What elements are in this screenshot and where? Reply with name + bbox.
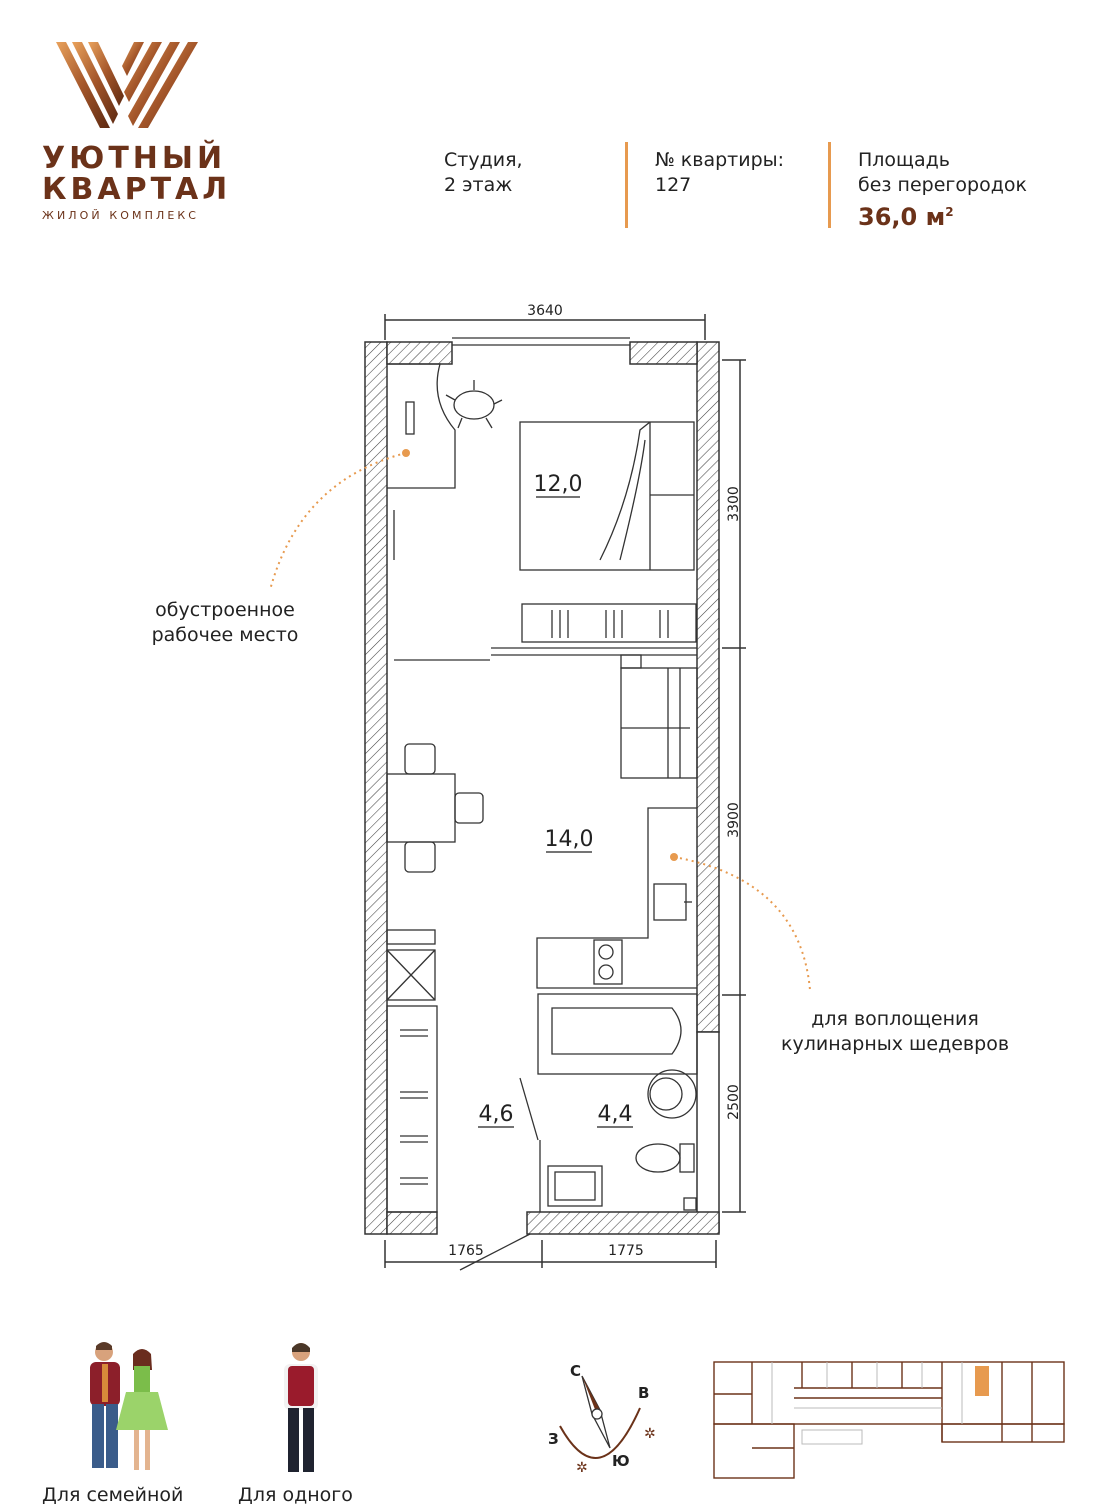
area-label-2: без перегородок: [858, 174, 1027, 196]
compass-east: В: [638, 1384, 650, 1402]
type-line-2: 2 этаж: [444, 174, 513, 196]
wall-bottom-left: [387, 1212, 437, 1234]
room-bedroom-area: 12,0: [533, 472, 583, 497]
apt-number: 127: [655, 174, 692, 196]
floor-plan: [0, 290, 1102, 1290]
wall-top-left: [387, 342, 452, 364]
apartment-location-marker: [975, 1366, 989, 1396]
dim-top: 3640: [527, 303, 563, 319]
dim-bottom-right: 1775: [608, 1243, 644, 1259]
wardrobe: [491, 604, 697, 655]
brand-name: [42, 143, 231, 205]
callout-workplace: [120, 598, 330, 648]
brand-line-1: УЮТНЫЙ: [42, 141, 227, 176]
compass: [540, 1358, 670, 1478]
apt-label: № квартиры:: [655, 149, 785, 171]
dim-right-2: 3900: [726, 802, 742, 838]
callout-workplace-line-2: рабочее место: [151, 624, 299, 646]
room-living-area: 14,0: [544, 827, 594, 852]
type-line-1: Студия,: [444, 149, 523, 171]
dim-right-1: 3300: [726, 486, 742, 522]
brand-line-2: КВАРТАЛ: [42, 172, 232, 207]
callout-curves: [270, 453, 810, 990]
area-label-1: Площадь: [858, 149, 950, 171]
kitchen: [387, 808, 697, 1000]
sofa: [621, 655, 697, 778]
brand-subtitle: ЖИЛОЙ КОМПЛЕКС: [42, 209, 200, 222]
callout-kitchen: [750, 1007, 1040, 1057]
audience-family-label: Для семейной: [42, 1484, 184, 1506]
svg-text:✲: ✲: [576, 1460, 588, 1476]
callout-workplace-line-1: обустроенное: [155, 599, 295, 621]
hall-wardrobe: [387, 1006, 437, 1212]
wall-top-right: [630, 342, 697, 364]
divider: [625, 142, 628, 228]
window: [452, 338, 630, 345]
compass-west: З: [548, 1430, 559, 1448]
divider: [828, 142, 831, 228]
wall-right: [697, 342, 719, 1032]
compass-south: Ю: [612, 1452, 630, 1470]
single-person-icon: [278, 1338, 324, 1478]
svg-text:✲: ✲: [644, 1426, 656, 1442]
dim-bottom-left: 1765: [448, 1243, 484, 1259]
dining-table: [387, 744, 483, 872]
callout-kitchen-line-1: для воплощения: [811, 1008, 979, 1030]
apartment-type: [444, 148, 523, 198]
desk: [387, 364, 502, 560]
wall-left: [365, 342, 387, 1234]
dim-right-3: 2500: [726, 1084, 742, 1120]
family-couple-icon: [78, 1338, 174, 1478]
wall-right-lower: [697, 1032, 719, 1232]
logo-mark: [52, 40, 202, 132]
compass-north: С: [570, 1362, 582, 1380]
apartment-number: [655, 148, 784, 198]
building-floor-map: [712, 1358, 1068, 1482]
room-bath-area: 4,4: [597, 1102, 633, 1127]
room-hall-area: 4,6: [478, 1102, 514, 1127]
wall-bottom-right: [527, 1212, 719, 1234]
area-value: 36,0 $м^2$: [858, 203, 954, 231]
area-info: [858, 148, 1027, 230]
callout-kitchen-line-2: кулинарных шедевров: [780, 1033, 1010, 1055]
audience-single-label: Для одного: [238, 1484, 353, 1506]
